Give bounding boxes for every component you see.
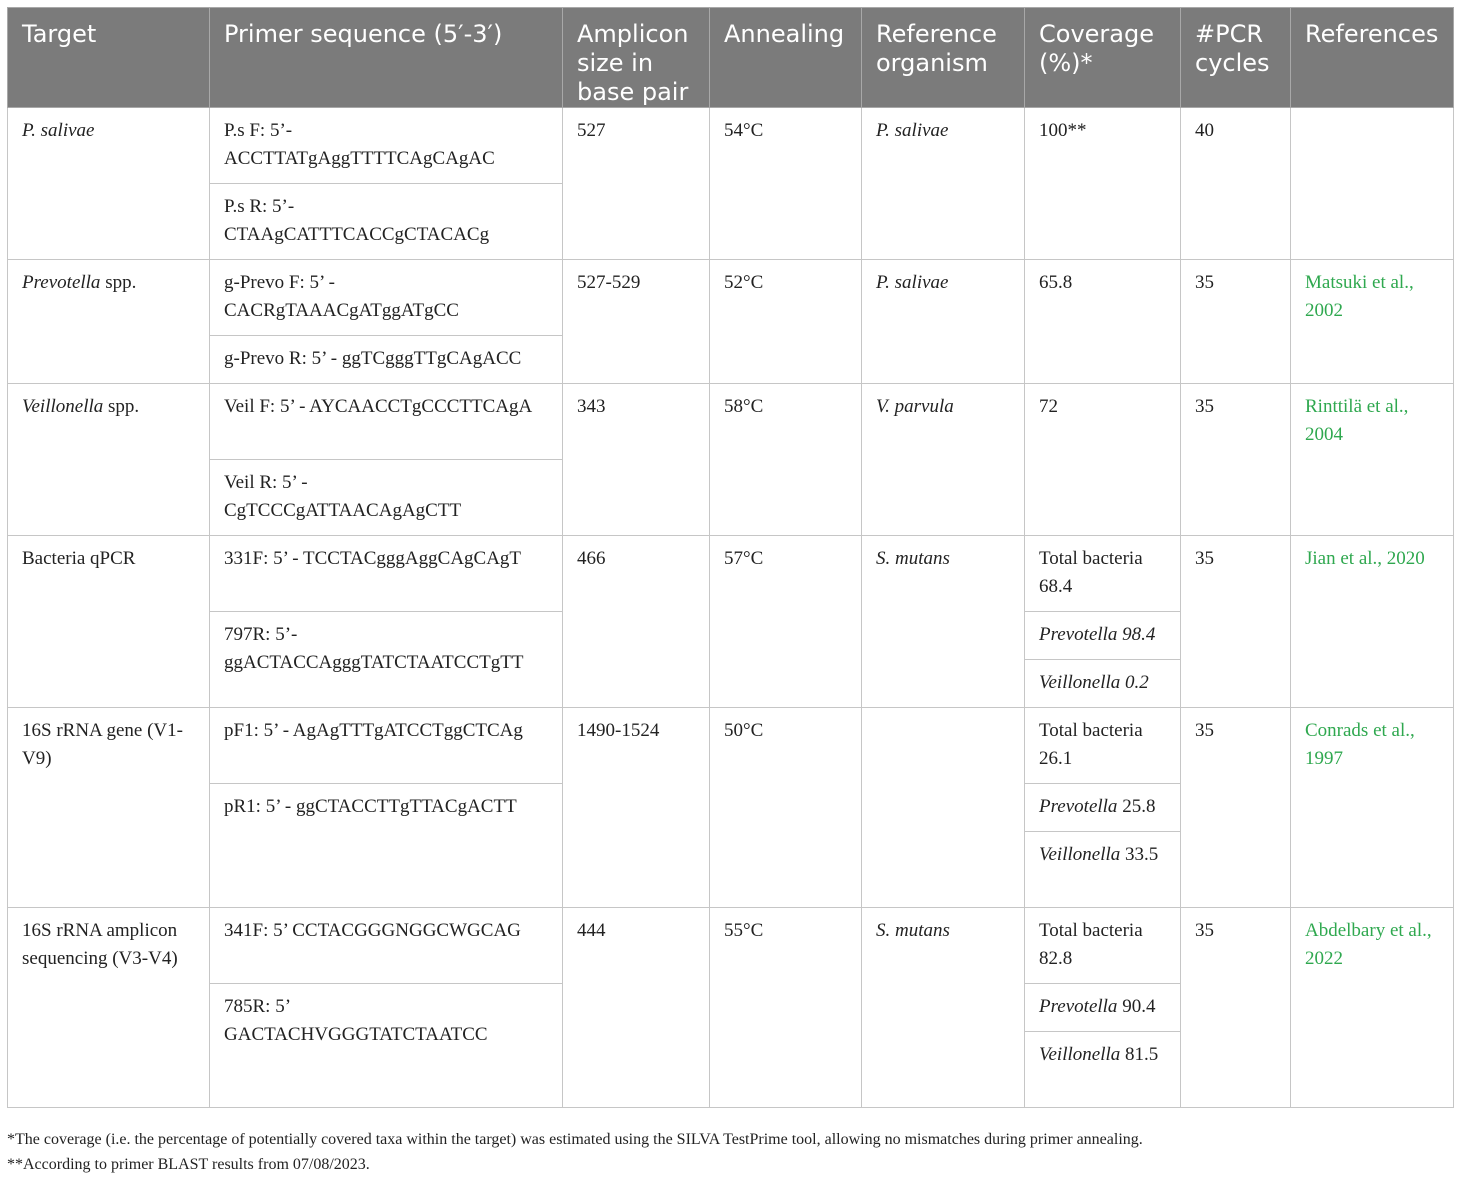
primer-forward-cell: pF1: 5’ - AgAgTTTgATCCTggCTCAg <box>210 708 563 784</box>
annealing-cell: 54°C <box>710 108 862 260</box>
coverage-prevotella-cell: Prevotella 98.4 <box>1025 612 1181 660</box>
reference-organism-cell <box>862 708 1025 908</box>
amplicon-cell: 527-529 <box>563 260 710 384</box>
amplicon-cell: 444 <box>563 908 710 1108</box>
pcr-cycles-cell: 40 <box>1181 108 1291 260</box>
amplicon-cell: 527 <box>563 108 710 260</box>
coverage-prevotella-cell: Prevotella 25.8 <box>1025 784 1181 832</box>
reference-organism-cell: P. salivae <box>862 108 1025 260</box>
target-cell: 16S rRNA gene (V1-V9) <box>8 708 210 908</box>
coverage-cell: 65.8 <box>1025 260 1181 384</box>
primer-reverse-cell: 785R: 5’ GACTACHVGGGTATCTAATCC <box>210 984 563 1108</box>
reference-organism-cell: V. parvula <box>862 384 1025 536</box>
table-row <box>8 260 1454 336</box>
pcr-cycles-cell: 35 <box>1181 536 1291 708</box>
coverage-total-cell: Total bacteria 68.4 <box>1025 536 1181 612</box>
reference-cell <box>1291 108 1454 260</box>
primer-forward-cell: 331F: 5’ - TCCTACgggAggCAgCAgT <box>210 536 563 612</box>
header-annealing: Annealing <box>710 8 862 108</box>
coverage-cell: 72 <box>1025 384 1181 536</box>
header-references: References <box>1291 8 1454 108</box>
coverage-veillonella-cell: Veillonella 0.2 <box>1025 660 1181 708</box>
primer-reverse-cell: pR1: 5’ - ggCTACCTTgTTACgACTT <box>210 784 563 908</box>
pcr-cycles-cell: 35 <box>1181 384 1291 536</box>
target-cell: Prevotella spp. <box>8 260 210 384</box>
coverage-prevotella-cell: Prevotella 90.4 <box>1025 984 1181 1032</box>
table-row <box>8 384 1454 460</box>
reference-organism-cell: S. mutans <box>862 536 1025 708</box>
header-amplicon-size: Amplicon size in base pair <box>563 8 710 108</box>
target-cell: Veillonella spp. <box>8 384 210 536</box>
coverage-total-cell: Total bacteria 26.1 <box>1025 708 1181 784</box>
amplicon-cell: 466 <box>563 536 710 708</box>
coverage-total-cell: Total bacteria 82.8 <box>1025 908 1181 984</box>
table-row <box>8 108 1454 184</box>
primer-reverse-cell: g-Prevo R: 5’ - ggTCgggTTgCAgACC <box>210 336 563 384</box>
annealing-cell: 58°C <box>710 384 862 536</box>
primer-reverse-cell: Veil R: 5’ - CgTCCCgATTAACAgAgCTT <box>210 460 563 536</box>
table-row <box>8 708 1454 784</box>
header-target: Target <box>8 8 210 108</box>
annealing-cell: 57°C <box>710 536 862 708</box>
target-cell: Bacteria qPCR <box>8 536 210 708</box>
header-reference-organism: Reference organism <box>862 8 1025 108</box>
footnote-blast: **According to primer BLAST results from 07/08/2023. <box>7 1156 370 1173</box>
primer-forward-cell: 341F: 5’ CCTACGGGNGGCWGCAG <box>210 908 563 984</box>
amplicon-cell: 1490-1524 <box>563 708 710 908</box>
amplicon-cell: 343 <box>563 384 710 536</box>
reference-link[interactable]: Rinttilä et al., 2004 <box>1291 384 1454 536</box>
annealing-cell: 55°C <box>710 908 862 1108</box>
header-primer-sequence: Primer sequence (5′-3′) <box>210 8 563 108</box>
footnote-coverage: *The coverage (i.e. the percentage of potentially covered taxa within the target) was estimated using the SILVA TestPrime tool, allowing no mismatches during primer annealing. <box>7 1131 1143 1148</box>
pcr-cycles-cell: 35 <box>1181 260 1291 384</box>
table-footnotes <box>7 1127 1453 1177</box>
reference-link[interactable]: Abdelbary et al., 2022 <box>1291 908 1454 1108</box>
coverage-veillonella-cell: Veillonella 81.5 <box>1025 1032 1181 1108</box>
primer-forward-cell: g-Prevo F: 5’ - CACRgTAAACgATggATgCC <box>210 260 563 336</box>
reference-link[interactable]: Conrads et al., 1997 <box>1291 708 1454 908</box>
primer-table <box>7 7 1454 1108</box>
primer-reverse-cell: P.s R: 5’-CTAAgCATTTCACCgCTACACg <box>210 184 563 260</box>
table-row <box>8 908 1454 984</box>
reference-organism-cell: S. mutans <box>862 908 1025 1108</box>
reference-link[interactable]: Matsuki et al., 2002 <box>1291 260 1454 384</box>
pcr-cycles-cell: 35 <box>1181 708 1291 908</box>
table-row <box>8 536 1454 612</box>
reference-link[interactable]: Jian et al., 2020 <box>1291 536 1454 708</box>
primer-forward-cell: Veil F: 5’ - AYCAACCTgCCCTTCAgA <box>210 384 563 460</box>
pcr-cycles-cell: 35 <box>1181 908 1291 1108</box>
primer-forward-cell: P.s F: 5’-ACCTTATgAggTTTTCAgCAgAC <box>210 108 563 184</box>
header-row <box>8 8 1454 108</box>
target-cell: P. salivae <box>8 108 210 260</box>
header-coverage: Coverage (%)* <box>1025 8 1181 108</box>
reference-organism-cell: P. salivae <box>862 260 1025 384</box>
coverage-veillonella-cell: Veillonella 33.5 <box>1025 832 1181 908</box>
header-pcr-cycles: #PCR cycles <box>1181 8 1291 108</box>
target-cell: 16S rRNA amplicon sequencing (V3-V4) <box>8 908 210 1108</box>
coverage-cell: 100** <box>1025 108 1181 260</box>
primer-reverse-cell: 797R: 5’-ggACTACCAgggTATCTAATCCTgTT <box>210 612 563 708</box>
annealing-cell: 50°C <box>710 708 862 908</box>
annealing-cell: 52°C <box>710 260 862 384</box>
